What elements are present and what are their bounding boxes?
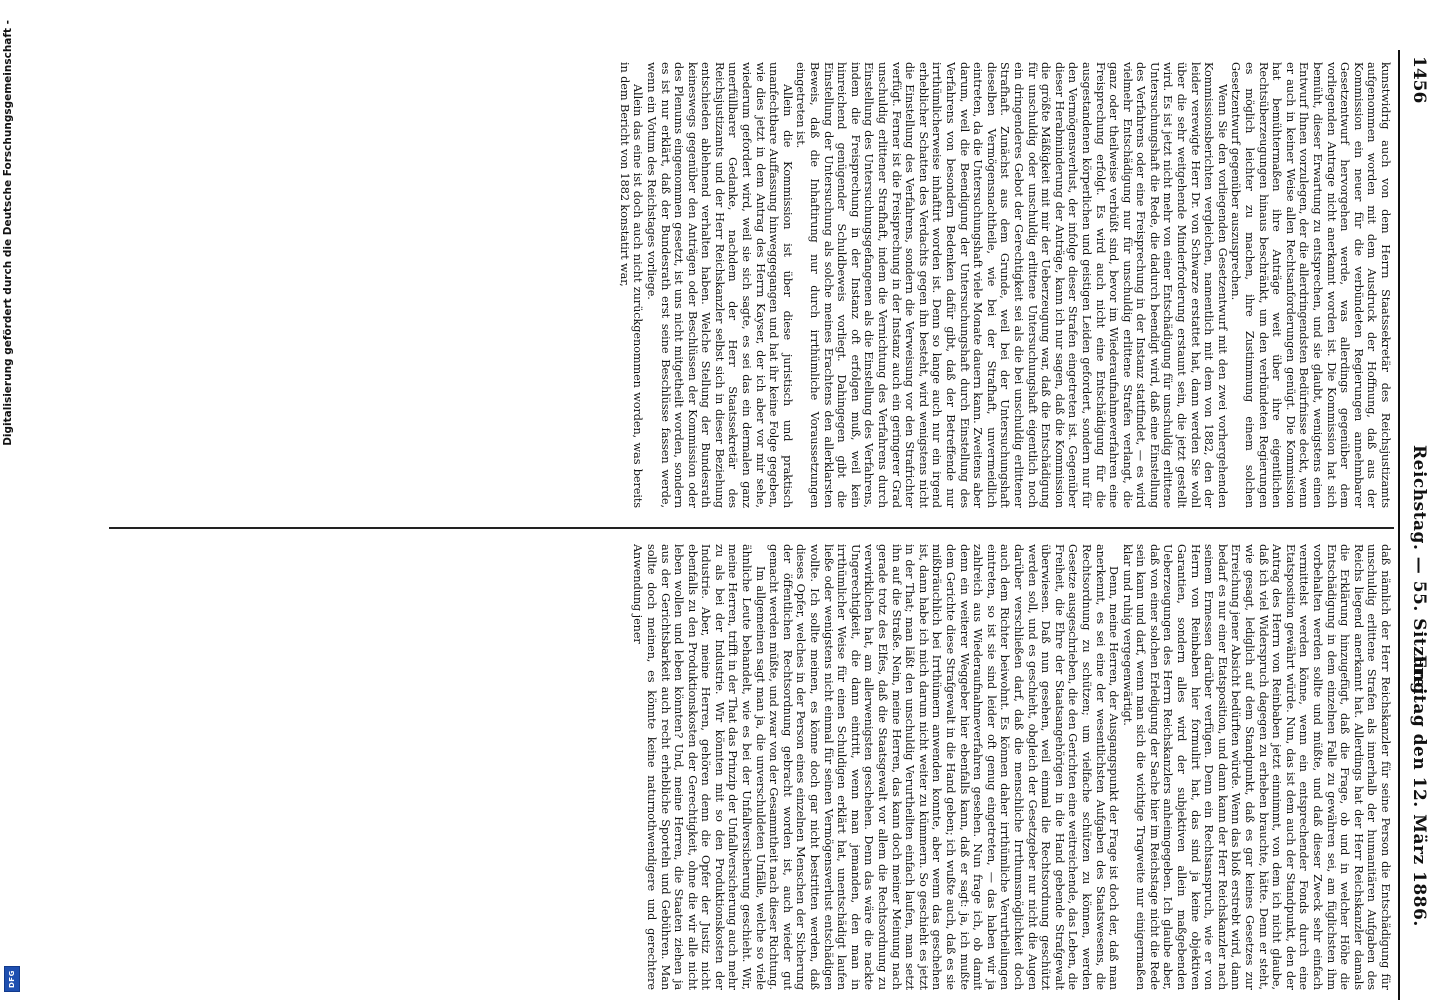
credit-text: Digitalisierung gefördert durch die Deutsche Forschungsgemeinschaft - (2, 20, 14, 446)
paragraph: kunstwidrig auch von dem Herrn Staatssekretär des Reichsjustizamts aufgenommen worden mit dem Ausdruck der Hoffnung, daß aus der Kommission ein neuer für die verbündeten Regierungen annehmbarer Gesetzentwurf hervorgehen werde, was allerdings gegenüber dem vorliegenden Antrage nicht anerkannt worden ist. Die Kommission hat sich bemüht, dieser Erwartung zu entsprechen, und sie glaubt, wenigstens einen Entwurf Ihnen vorzulegen, der die allerdringendsten Bedürfnisse deckt, wenn er auch in keiner Weise allen Rechtsanforderungen genügt. Die Kommission hat bemühtermaßen ihre Anträge weit über ihre eigentlichen Rechtsüberzeugungen hinaus beschränkt, um den verbündeten Regierungen es möglich leichter zu machen, ihre Zustimmung einem solchen Gesetzentwurf gegenüber auszusprechen. (1229, 62, 1392, 508)
scanned-page (106, 50, 1432, 1000)
paragraph: Allein die Kommission ist über diese juristisch und praktisch unanfechtbare Auffassung hinweggegangen und hat ihr keine Folge gegeben, wie dies jetzt in dem Antrag des Herrn Kayser, der ich aber vor mir sehe, wiederum gefordert wird, weil sie sich sagte, es sei das ein dermalen ganz unerfüllbarer Gedanke, nachdem der Herr Staatssekretär des Reichsjustizamts und der Herr Reichskanzler selbst sich in dieser Beziehung entschieden ablehnend verhalten haben. Welche Stellung der Bundesrath keineswegs gegenüber den Anträgen oder Beschlüssen der Kommission oder des Plenums eingenommen gesetzt, ist uns nicht mitgetheilt worden, sondern es ist nur erklärt, daß der Bundesrath erst seine Beschlüsse fassen werde, wenn ein Votum des Reichstages vorliege. (644, 62, 794, 508)
paragraph: daß nämlich der Herr Reichskanzler für seine Person die Entschädigung für unschuldig erlittene Strafen als innerhalb der humanitären Aufgaben des Reichs liegend anerkannt hat. Allerdings hat der Herr Reichskanzler damals die Erklärung hinzugefügt, daß die Frage, ob und in welcher Höhe die Entschädigung in dem einzelnen Falle zu gewähren sei, am füglichsten ihm vorbehalten werden sollte und müßte, und daß dieser Zweck sehr einfach vermittelst werden könne, wenn ein entsprechender Fonds durch eine Etatsposition gewährt würde. Nun, das ist dem auch der Standpunkt, den der Antrag des Herrn von Reinbaben jetzt einnimmt, von dem ich nicht glaube, daß ich viel Widerspruch dagegen zu erheben brauchte, hätte. Denn er steht, wie gesagt, lediglich auf dem Standpunkt, daß es gar keines Gesetzes zur Erreichung jener Absicht bedürften würde. Wenn das bloß erstrebt wird, dann bedarf es nur einer Etatsposition, und dann kann der Herr Reichskanzler nach seinem Ermessen darüber verfügen. Denn ein Rechtsanspruch, wie er von Herrn von Reinbaben hier formulirt hat, das sind ja keine objektiven Garantien, sondern alles wird der subjektiven allein maßgebenden Ueberzeugungen des Herrn Reichskanzlers anheimgegeben. Ich glaube aber, daß von einer solchen Erledigung der Sache hier im Reichstage nicht die Rede sein kann und darf, wenn man sich die wichtige Tragweite nur einigermaßen klar und ruhig vergegenwärtigt. (1120, 544, 1392, 990)
page-header (1398, 50, 1432, 1000)
text-column-right (112, 544, 1392, 990)
paragraph: Wenn Sie den vorliegenden Gesetzentwurf mit den zwei vorhergehenden Kommissionsberichten vergleichen, namentlich mit dem von 1882, den der leider verewigte Herr Dr. von Schwarze erstattet hat, dann werden Sie wohl über die sehr weitgehende Minderforderung erstaunt sein, die jetzt gestellt wird. Es ist jetzt nicht mehr von einer Entschädigung für unschuldig erlittene Untersuchungshaft die Rede, die dadurch beendigt wird, daß eine Einstellung des Verfahrens oder eine Freisprechung in der Instanz stattfindet, — es wird vielmehr Entschädigung nur für unschuldig erlittene Strafen verlangt, die ganz oder theilweise verbüßt sind, bevor im Wiederaufnahmeverfahren eine Freisprechung erfolgt. Es wird auch nicht eine Entschädigung für die ausgestandenen körperlichen und geistigen Leiden gefordert, sondern nur für den Vermögensverlust, der infolge dieser Strafen eingetreten ist. Gegenüber dieser Herabminderung der Anträge, kann ich nur sagen, daß die Kommission die größte Mäßigkeit mit mir der Ueberzeugung war, daß die Entschädigung für unschuldig oder unschuldig erlittene Untersuchungshaft eigentlich noch ein dringenderes Gebot der Gerechtigkeit sei als die bei unschuldig erlittener Strafhaft. Zunächst aus dem Grunde, weil bei der Untersuchungshaft dieselben Vermögensnachtheile, wie bei der Strafhaft, unvermeidlich eintreten, da die Untersuchungshaft viele Monate dauern kann. Zweitens aber darum, weil die Beendigung der Untersuchungshaft durch Einstellung des Verfahrens von besondern Bedenken dafür gibt, daß der Betreffende nur irrthümlicherweise inhaftirt worden ist. Denn so lange auch nur ein irgend erheblicher Schatten des Verdachts gegen ihn besteht, wird wenigstens nicht die Einstellung des Verfahrens, sondern die Verweisung vor den Strafrichter verfügt. Ferner ist die Freisprechung in der Instanz auch ein geringerer Grad unschuldig erlittener Strafhaft, indem die Vernichtung des Verfahrens durch Einstellung des Untersuchungsgefangenen als die Einstellung des Verfahrens, indem die Freisprechung in der Instanz oft erfolgen muß, weil kein hinreichend genügender Schuldbeweis vorliegt. Dahingegen gibt die Einstellung der Untersuchung als solche meines Erachtens den allerklarsten Beweis, daß die Inhaftirung nur durch irrthümliche Voraussetzungen eingetreten ist. (794, 62, 1229, 508)
column-divider (109, 527, 1394, 529)
header-session: Reichstag. — 55. Sitzung. (1409, 445, 1429, 701)
dfg-logo: DFG (4, 966, 20, 992)
text-column-left (112, 62, 1392, 508)
page-rotated-content (106, 50, 1432, 1000)
paragraph: Denn, meine Herren, der Ausgangspunkt der Frage ist doch der, daß man anerkennt, es sei eine der wesentlichsten Aufgaben des Staatswesens, die Rechtsordnung zu schützen; um vielfache schützen zu können, werden Gesetze ausgeschrieben, die den Gerichten eine weitreichende, das Leben, die Freiheit, die Ehre der Staatsangehörigen in die Hand gebende Strafgewalt überwiesen. Daß nun gesehen, weil einmal die Rechtsordnung geschützt werden soll, und es geschieht, obgleich der Gesetzgeber nur nicht die Augen darüber verschließen darf, daß die menschliche Irrthumsmöglichkeit doch auch dem Richter beiwohnt. Es können daher irrthümliche Verurtheilungen eintreten, so ist sie sind leider oft genug eingetreten, — das haben wir ja zahlreich aus Wiederaufnahmeverfahren gesehen. Nun frage ich, ob damit denn ein weiterer Weggeber hier ebenfalls kann, daß er sagt: ja, ich mußte dem Gerichte diese Strafgewalt in die Hand geben; ich wußte auch, daß es sie mißbräuchlich bei Irrthümern anwenden konnte, aber wenn das geschehen ist, dann habe ich mich darum nicht weiter zu kümmern. So geschieht es jetzt in der That; man läßt den unschuldig Verurtheilten einfach laufen, man setzt ihn auf die Straße. Nein, meine Herren, das kann doch meiner Meinung nach gerade trotz des Elfes, daß die Staatsgewalt vor allem die Rechtsordnung zu verwirklichen hat, am allerwenigsten geschehen. Denn das wäre die nackte Ungerechtigkeit, die dann eintritt, wenn man jemanden, den man in irrthümlicher Weise für einen Schuldigen erklärt hat, unentschädigt laufen ließe oder wenigstens nicht einmal für seinen Vermögensverlust entschädigen wollte. Ich sollte meinen, es könne doch gar nicht bestritten werden, daß dieses Opfer, welches in der Person eines einzelnen Menschen der Sicherung der öffentlichen Rechtsordnung gebracht worden ist, auch wieder gut gemacht werden müßte, und zwar von der Gesammtheit nach dieser Richtung. (767, 544, 1121, 990)
digitisation-credit (0, 0, 22, 1000)
header-date: Freitag den 12. März 1886. (1409, 655, 1429, 927)
paragraph: Allein das eine ist doch auch nicht zurückgenommen worden, was bereits in dem Bericht von 1882 konstatirt war, (617, 62, 645, 508)
paragraph: Im allgemeinen sagt man ja, die unverschuldeten Unfälle, welche so viele ähnliche Leute behandelt, wie es bei der Unfallversicherung geschieht. Wir, meine Herren, trifft in der That das Prinzip der Unfallversicherung auch mehr zu als bei der Industrie. Wir könnten mit so den Produktionskosten der Industrie. Aber, meine Herren, gehören denn die Opfer der Justiz nicht ebenfalls zu den Produktionskosten der Gerechtigkeit, ohne die wir alle nicht leben wollen und leben könnten? Und, meine Herren, die Staaten ziehen ja aus der Gerichtsbarkeit auch recht erhebliche Sporteln und Gebühren. Man sollte doch meinen, es könnte keine naturnothwendigere und gerechtere Anwendung jener (631, 544, 767, 990)
page-number: 1456 (1409, 56, 1429, 104)
